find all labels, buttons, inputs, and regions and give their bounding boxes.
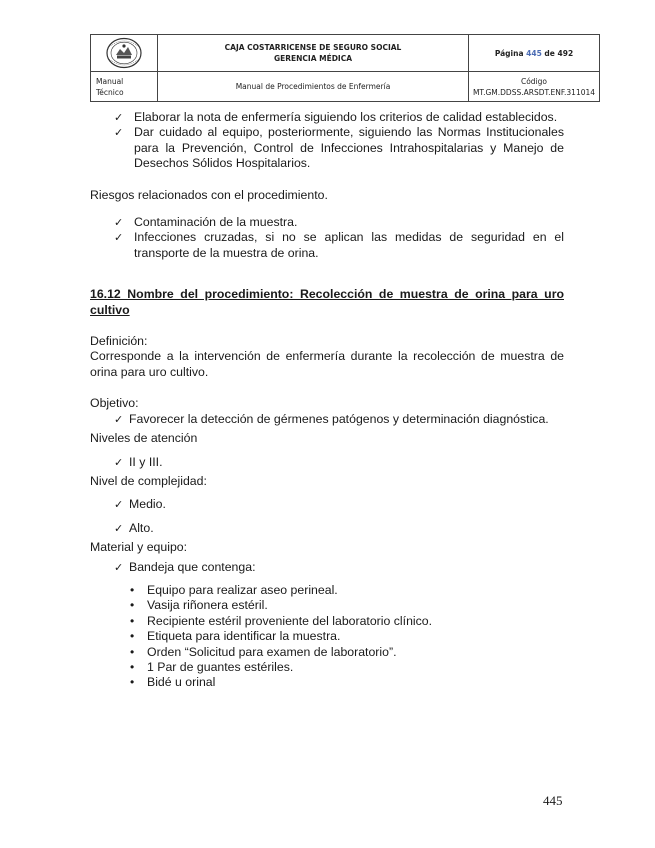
checklist-item [90,110,564,125]
manual-title: Manual de Procedimientos de Enfermería [235,82,391,91]
org-department: GERENCIA MÉDICA [273,54,353,63]
code-label: Código [520,76,548,86]
list-item [90,614,564,629]
bullet-icon: • [130,644,135,659]
checkmark-icon: ✓ [114,412,124,426]
page-separator: de [544,48,555,58]
logo-cell [91,35,158,72]
definition-label: Definición: [90,334,148,349]
bullet-icon: • [130,675,135,690]
list-item [90,675,564,690]
page-total: 492 [557,48,574,58]
checklist-text: Dar cuidado al equipo, posteriormente, siguiendo las Normas Institucionales para la Prevención, Control de Infecciones Intrahospitalarias y Manejo de Desechos Sólidos Hospitalarios. [134,125,564,171]
complexity-item [90,521,564,536]
document-header [90,34,600,100]
checkmark-icon: ✓ [114,560,124,574]
list-item [90,583,564,598]
bullet-icon: • [130,659,135,674]
doc-type-line2: Técnico [96,87,124,97]
code-cell [469,72,600,102]
list-item-text: Bidé u orinal [147,675,216,690]
list-item-text: Recipiente estéril proveniente del laboratorio clínico. [147,613,433,628]
material-label: Material y equipo: [90,540,188,555]
objective-item [90,412,564,427]
list-item-text: Etiqueta para identificar la muestra. [147,629,341,644]
checkmark-icon: ✓ [114,498,124,512]
checklist-text: Elaborar la nota de enfermería siguiendo los criterios de calidad establecidos. [134,110,558,124]
bullet-icon: • [130,629,135,644]
ccss-seal-icon [103,37,145,69]
complexity-text: Alto. [129,520,154,535]
risk-item [90,230,564,261]
list-item-text: 1 Par de guantes estériles. [147,659,294,674]
levels-text: II y III. [129,454,163,469]
page-content [90,110,564,691]
objective-label: Objetivo: [90,396,139,411]
complexity-text: Medio. [129,497,166,512]
list-item-text: Equipo para realizar aseo perineal. [147,582,338,597]
levels-item [90,455,564,470]
checkmark-icon: ✓ [114,216,124,230]
organization-cell [158,35,469,72]
checkmark-icon: ✓ [114,521,124,535]
levels-label: Niveles de atención [90,431,198,446]
definition-text: Corresponde a la intervención de enfermería durante la recolección de muestra de orina para uro cultivo. [90,349,564,379]
section-title: 16.12 Nombre del procedimiento: Recolección de muestra de orina para uro cultivo [90,287,564,317]
page-count-cell [469,35,600,72]
checkmark-icon: ✓ [114,126,124,140]
doc-type-cell [91,72,158,102]
doc-type-line1: Manual [96,76,124,86]
bullet-icon: • [130,598,135,613]
risks-heading: Riesgos relacionados con el procedimiento. [90,187,328,202]
complexity-item [90,497,564,512]
material-check-text: Bandeja que contenga: [129,559,256,574]
list-item-text: Vasija riñonera estéril. [147,598,268,613]
code-value: MT.GM.DDSS.ARSDT.ENF.311014 [472,87,596,97]
page-current: 445 [526,48,542,58]
bullet-icon: • [130,582,135,597]
objective-text: Favorecer la detección de gérmenes patógenos y determinación diagnóstica. [129,411,549,426]
list-item [90,645,564,660]
org-name: CAJA COSTARRICENSE DE SEGURO SOCIAL [224,43,402,52]
bullet-icon: • [130,613,135,628]
risk-text: Infecciones cruzadas, si no se aplican las medidas de seguridad en el transporte de la muestra de orina. [134,230,564,260]
footer-page-number: 445 [543,793,563,808]
page-prefix: Página [494,48,524,58]
manual-title-cell [158,72,469,102]
complexity-label: Nivel de complejidad: [90,473,207,488]
list-item [90,598,564,613]
list-item-text: Orden “Solicitud para examen de laboratorio”. [147,644,397,659]
list-item [90,629,564,644]
risk-text: Contaminación de la muestra. [134,215,298,230]
checklist-item [90,125,564,171]
checkmark-icon: ✓ [114,455,124,469]
checkmark-icon: ✓ [114,231,124,245]
list-item [90,660,564,675]
risk-item [90,215,564,230]
material-bullet-list [90,583,564,691]
material-check-item [90,560,564,575]
checkmark-icon: ✓ [114,111,124,124]
